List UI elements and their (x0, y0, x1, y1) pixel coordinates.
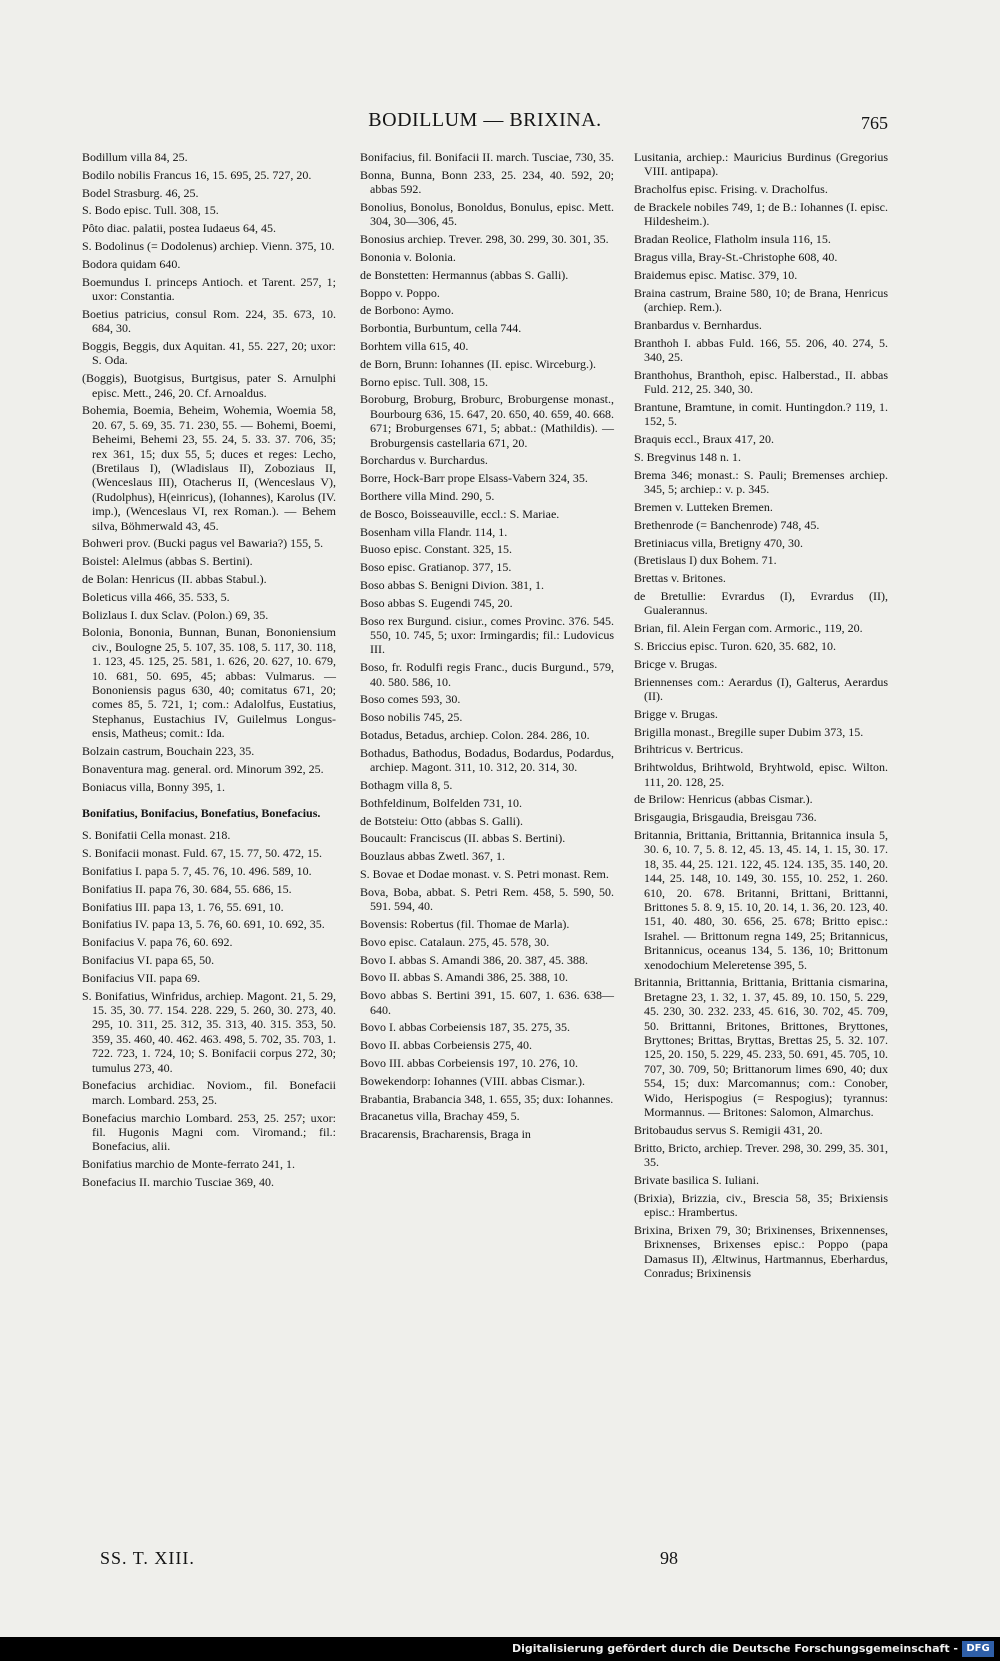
index-entry: Bohemia, Boemia, Beheim, Wohemia, Woemia 58, 20. 67, 5. 69, 35. 71. 230, 55. — Bohemi, Boemi, Beheimi, Behemi 23, 55. 24, 5. 33. 37. 706, 35; rex 361, 15; dux 55, 5; duces et reges: Lecho, (Bretilaus I), (Wladislaus II), Zoboziaus II, (Wenceslaus III), Otacherus II, (Wenceslaus V), (Rudolphus), H(einricus), (Iohannes), Karolus (IV. imp.), (Wenceslaus VI, rex Roman.). — Behem silva, Böhmerwald 43, 45. (82, 403, 336, 533)
index-entry: Bretiniacus villa, Bretigny 470, 30. (634, 535, 803, 550)
index-entry: Braina castrum, Braine 580, 10; de Brana, Henricus (archiep. Rem.). (634, 285, 888, 314)
index-entry: de Bonstetten: Hermannus (abbas S. Galli). (360, 267, 569, 282)
index-entry: Bonifatius III. papa 13, 1. 76, 55. 691, 10. (82, 899, 284, 914)
index-entry: Lusitania, archiep.: Mauricius Burdinus (Gregorius VIII. antipapa). (634, 150, 888, 179)
index-entry: Bova, Boba, abbat. S. Petri Rem. 458, 5. 590, 50. 591. 594, 40. (360, 884, 614, 914)
index-entry: Buoso episc. Constant. 325, 15. (360, 542, 512, 557)
running-head: BODILLUM — BRIXINA. (368, 109, 602, 131)
index-entry: Boso abbas S. Eugendi 745, 20. (360, 595, 513, 610)
index-entry: Braidemus episc. Matisc. 379, 10. (634, 267, 798, 282)
index-entry: Bodel Strasburg. 46, 25. (82, 185, 199, 200)
index-entry: Boso comes 593, 30. (360, 692, 461, 707)
index-entry: Briennenses com.: Aerardus (I), Galterus, Aerardus (II). (634, 674, 888, 703)
index-entry: Bonifatius, Bonifacius, Bonefatius, Bonefacius. (82, 806, 321, 821)
index-entry: Boso nobilis 745, 25. (360, 710, 463, 725)
index-entry: Boetius patricius, consul Rom. 224, 35. 673, 10. 684, 30. (82, 306, 336, 336)
index-entry: Bovo episc. Catalaun. 275, 45. 578, 30. (360, 934, 550, 949)
index-entry: S. Bodo episc. Tull. 308, 15. (82, 203, 219, 218)
index-entry: Boniacus villa, Bonny 395, 1. (82, 779, 225, 794)
index-entry: Brigge v. Brugas. (634, 706, 718, 721)
index-column-2 (360, 150, 614, 1145)
index-entry: Bolzain castrum, Bouchain 223, 35. (82, 744, 255, 759)
index-column-1 (82, 150, 336, 1193)
page-header (82, 109, 888, 139)
index-entry: Bovensis: Robertus (fil. Thomae de Marla). (360, 916, 570, 931)
index-entry: Branthoh I. abbas Fuld. 166, 55. 206, 40. 274, 5. 340, 25. (634, 335, 888, 364)
index-entry: Bodora quidam 640. (82, 256, 181, 271)
index-entry: Bracanetus villa, Brachay 459, 5. (360, 1109, 520, 1124)
index-entry: Bosenham villa Flandr. 114, 1. (360, 524, 508, 539)
index-entry: de Borbono: Aymo. (360, 303, 454, 318)
index-entry: Bonifatius II. papa 76, 30. 684, 55. 686, 15. (82, 881, 292, 896)
index-entry: Bonefacius archidiac. Noviom., fil. Bonefacii march. Lombard. 253, 25. (82, 1078, 336, 1107)
index-entry: Bonifacius, fil. Bonifacii II. march. Tusciae, 730, 35. (360, 150, 614, 164)
index-entry: Bohweri prov. (Bucki pagus vel Bawaria?) 155, 5. (82, 536, 324, 551)
index-entry: Brihtricus v. Bertricus. (634, 742, 744, 757)
index-entry: Boggis, Beggis, dux Aquitan. 41, 55. 227, 20; uxor: S. Oda. (82, 338, 336, 368)
index-entry: Boso abbas S. Benigni Divion. 381, 1. (360, 577, 545, 592)
index-entry: Bonifacius V. papa 76, 60. 692. (82, 935, 233, 950)
index-entry: Borbontia, Burbuntum, cella 744. (360, 321, 522, 336)
index-entry: S. Bonifatius, Winfridus, archiep. Magont. 21, 5. 29, 15. 35, 30. 77. 154. 228. 229, 5. 260, 30. 273, 40. 295, 10. 311, 25. 312, 35. 313, 40. 315. 353, 50. 359, 35. 460, 40. 462. 463. 498, 5. 702, 35. 703, 1. 722. 723, 1. 724, 10; S. Bonifacii corpus 272, 30; tumulus 273, 40. (82, 988, 336, 1075)
index-entry: Boistel: Alelmus (abbas S. Bertini). (82, 554, 253, 569)
index-entry: Bothadus, Bathodus, Bodadus, Bodardus, Podardus, archiep. Magont. 311, 10. 312, 20. 314, 30. (360, 745, 614, 775)
index-entry: Bonefacius marchio Lombard. 253, 25. 257; uxor: fil. Hugonis Magni com. Viromand.; fil.: Bonefacius, alii. (82, 1110, 336, 1154)
index-entry: Bricge v. Brugas. (634, 656, 718, 671)
index-entry: Borchardus v. Burchardus. (360, 453, 488, 468)
index-entry: S. Bregvinus 148 n. 1. (634, 450, 742, 464)
index-entry: Braquis eccl., Braux 417, 20. (634, 432, 774, 447)
index-entry: Bonifacius VII. papa 69. (82, 970, 201, 985)
index-entry: Bolizlaus I. dux Sclav. (Polon.) 69, 35. (82, 607, 269, 622)
index-entry: Bovo III. abbas Corbeiensis 197, 10. 276, 10. (360, 1055, 578, 1070)
index-entry: Branbardus v. Bernhardus. (634, 317, 762, 332)
index-entry: Bonifatius I. papa 5. 7, 45. 76, 10. 496. 589, 10. (82, 864, 312, 879)
dfg-logo: DFG (962, 1641, 994, 1657)
index-entry: Bracarensis, Bracharensis, Braga in (360, 1127, 531, 1142)
index-entry: Brigilla monast., Bregille super Dubim 373, 15. (634, 724, 864, 739)
index-entry: Britto, Bricto, archiep. Trever. 298, 30. 299, 35. 301, 35. (634, 1140, 888, 1170)
index-entry: Bonaventura mag. general. ord. Minorum 392, 25. (82, 761, 324, 776)
index-entry: Boppo v. Poppo. (360, 285, 440, 300)
index-entry: de Bosco, Boisseauville, eccl.: S. Mariae. (360, 506, 560, 521)
index-entry: Bracholfus episc. Frising. v. Dracholfus. (634, 182, 828, 197)
index-entry: Bonifatius IV. papa 13, 5. 76, 60. 691, 10. 692, 35. (82, 917, 325, 932)
index-entry: Bovo I. abbas S. Amandi 386, 20. 387, 45. 388. (360, 952, 588, 967)
index-entry: Brantune, Bramtune, in comit. Huntingdon.? 119, 1. 152, 5. (634, 400, 888, 429)
digitization-credit-bar (0, 1637, 1000, 1661)
index-entry: Bonosius archiep. Trever. 298, 30. 299, 30. 301, 35. (360, 232, 609, 247)
index-entry: Bolonia, Bononia, Bunnan, Bunan, Bononiensium civ., Boulogne 25, 5. 107, 35. 108, 5. 117, 30. 118, 1. 123, 45. 125, 25. 581, 1. 626, 20. 627, 10. 679, 10. 681, 50. 695, 45; abbas: Vulmarus. — Bononiensis pagus 630, 40; comitatus 671, 20; comes 85, 5. 721, 1; com.: Adalolfus, Eustatius, Stephanus, Eustachius IV, Guilelmus Longus-ensis, Matheus; comit.: Ida. (82, 625, 336, 741)
index-entry: Bonefacius II. marchio Tusciae 369, 40. (82, 1175, 274, 1190)
index-entry: Bothfeldinum, Bolfelden 731, 10. (360, 795, 522, 810)
page-number: 765 (861, 113, 888, 133)
sheet-number: 98 (660, 1548, 678, 1568)
signature-mark: SS. T. XIII. (100, 1548, 195, 1568)
index-entry: Boucault: Franciscus (II. abbas S. Bertini). (360, 831, 566, 846)
index-entry: Bonifacius VI. papa 65, 50. (82, 953, 215, 968)
index-entry: Borthere villa Mind. 290, 5. (360, 488, 495, 503)
index-entry: de Bretullie: Evrardus (I), Evrardus (II), Gualerannus. (634, 588, 888, 618)
credit-text: Digitalisierung gefördert durch die Deutsche Forschungsgemeinschaft - (511, 1642, 958, 1655)
index-entry: Pôto diac. palatii, postea Iudaeus 64, 45. (82, 221, 276, 236)
index-entry: Bragus villa, Bray-St.-Christophe 608, 40. (634, 250, 838, 264)
index-entry: Boso episc. Gratianop. 377, 15. (360, 560, 512, 575)
index-entry: Brian, fil. Alein Fergan com. Armoric., 119, 20. (634, 621, 863, 636)
index-entry: S. Bodolinus (= Dodolenus) archiep. Vienn. 375, 10. (82, 238, 335, 253)
index-entry: Borno episc. Tull. 308, 15. (360, 374, 489, 389)
index-entry: Britobaudus servus S. Remigii 431, 20. (634, 1122, 823, 1137)
index-entry: Bononia v. Bolonia. (360, 250, 456, 264)
index-entry: Brivate basilica S. Iuliani. (634, 1172, 759, 1187)
index-entry: Bonolius, Bonolus, Bonoldus, Bonulus, episc. Mett. 304, 30—306, 45. (360, 200, 614, 229)
index-entry: Brixina, Brixen 79, 30; Brixinenses, Brixennenses, Brixnenses, Brixenses episc.: Poppo (papa Damasus II), Æltwinus, Hartmannus, Eberhardus, Conradus; Brixinensis (634, 1222, 888, 1281)
index-entry: Bovo abbas S. Bertini 391, 15. 607, 1. 636. 638—640. (360, 988, 614, 1017)
index-entry: Brethenrode (= Banchenrode) 748, 45. (634, 517, 820, 532)
index-entry: S. Bonifatii Cella monast. 218. (82, 828, 231, 843)
index-entry: Botadus, Betadus, archiep. Colon. 284. 286, 10. (360, 727, 590, 742)
index-entry: Bonna, Bunna, Bonn 233, 25. 234, 40. 592, 20; abbas 592. (360, 167, 614, 197)
index-entry: Boroburg, Broburg, Broburc, Broburgense monast., Bourbourg 636, 15. 647, 20. 650, 40. 659, 40. 668. 671; Broburgenses 671, 5; abbat.: (Mathildis). — Broburgensis castellaria 671, 20. (360, 392, 614, 450)
index-entry: de Brackele nobiles 749, 1; de B.: Iohannes (I. episc. Hildesheim.). (634, 200, 888, 229)
index-entry: (Brixia), Brizzia, civ., Brescia 58, 35; Brixiensis episc.: Hrambertus. (634, 1190, 888, 1220)
index-entry: de Brilow: Henricus (abbas Cismar.). (634, 792, 813, 807)
index-entry: de Botsteiu: Otto (abbas S. Galli). (360, 813, 523, 828)
index-entry: Bremen v. Lutteken Bremen. (634, 500, 773, 514)
index-entry: Boso rex Burgund. cisiur., comes Provinc. 376. 545. 550, 10. 745, 5; uxor: Irmingardis; fil.: Ludovicus III. (360, 613, 614, 657)
index-entry: Bodilo nobilis Francus 16, 15. 695, 25. 727, 20. (82, 167, 312, 182)
index-entry: Bonifatius marchio de Monte-ferrato 241, 1. (82, 1157, 295, 1172)
index-entry: Brema 346; monast.: S. Pauli; Bremenses archiep. 345, 5; archiep.: v. p. 345. (634, 467, 888, 497)
index-entry: (Boggis), Buotgisus, Burtgisus, pater S. Arnulphi episc. Mett., 246, 20. Cf. Arnoaldus. (82, 371, 336, 400)
index-entry: Borre, Hock-Barr prope Elsass-Vabern 324, 35. (360, 471, 588, 486)
index-column-3 (634, 150, 888, 1284)
index-entry: de Bolan: Henricus (II. abbas Stabul.). (82, 572, 267, 587)
index-entry: (Bretislaus I) dux Bohem. 71. (634, 553, 777, 568)
index-entry: Britannia, Brittannia, Brittania, Brittania cismarina, Bretagne 23, 1. 32, 1. 37, 45. 89, 10. 150, 5. 229, 45. 230, 30. 232. 233, 45. 616, 30. 702, 45. 709, 50. Brittanni, Britones, Brittones, Bryttones, Bryttones; Brittas, Bryttas, Brettas 25, 5. 32. 107. 125, 20. 150, 5. 229, 45. 233, 50. 691, 45. 705, 10. 707, 30. 709, 50; Brittanorum limes 690, 40; dux 554, 15; dux: Marcomannus; com.: Conober, Wido, Herispogius (= Respogius); tyrannus: Mormannus. — Britones: Salomon, Almarchus. (634, 975, 888, 1120)
index-entry: Brabantia, Brabancia 348, 1. 655, 35; dux: Iohannes. (360, 1091, 614, 1106)
index-entry: Bradan Reolice, Flatholm insula 116, 15. (634, 232, 831, 247)
index-entry: Britannia, Brittania, Brittannia, Britannica insula 5, 30. 6, 10. 7, 5. 8. 12, 45. 13, 45. 14, 1. 15, 30. 17. 18, 35. 44, 25. 121. 122, 45. 124. 135, 35. 140, 20. 144, 25. 148, 10. 149, 30. 155, 10. 252, 1. 260. 610, 20. 678. Britanni, Brittani, Brittanni, Brittones 5. 8. 9, 15. 10, 20. 14, 1. 36, 20. 123, 40. 151, 40. 480, 30. 656, 25. 678; Britto episc.: Israhel. — Brittonum regna 149, 25; Britannicus, Britannicus, oceanus 134, 5. 136, 10; Brittonum xenodochium Meleretense 395, 5. (634, 827, 888, 972)
index-entry: Brisgaugia, Brisgaudia, Breisgau 736. (634, 810, 817, 825)
index-entry: Borhtem villa 615, 40. (360, 338, 469, 353)
index-entry: Boso, fr. Rodulfi regis Franc., ducis Burgund., 579, 40. 580. 586, 10. (360, 660, 614, 689)
index-entry: Branthohus, Branthoh, episc. Halberstad., II. abbas Fuld. 212, 25. 340, 30. (634, 367, 888, 397)
index-entry: S. Bonifacii monast. Fuld. 67, 15. 77, 50. 472, 15. (82, 846, 322, 861)
index-entry: Bowekendorp: Iohannes (VIII. abbas Cismar.). (360, 1073, 585, 1088)
index-entry: Bouzlaus abbas Zwetl. 367, 1. (360, 849, 505, 864)
index-entry: S. Briccius episc. Turon. 620, 35. 682, 10. (634, 638, 837, 653)
index-entry: Bovo II. abbas S. Amandi 386, 25. 388, 10. (360, 970, 568, 985)
index-entry: Bovo I. abbas Corbeiensis 187, 35. 275, 35. (360, 1020, 570, 1035)
index-entry: S. Bovae et Dodae monast. v. S. Petri monast. Rem. (360, 866, 609, 881)
index-entry: Bodillum villa 84, 25. (82, 150, 188, 164)
index-entry: Boleticus villa 466, 35. 533, 5. (82, 589, 230, 604)
index-entry: Bovo II. abbas Corbeiensis 275, 40. (360, 1038, 532, 1053)
index-entry: Brettas v. Britones. (634, 571, 726, 586)
index-entry: Brihtwoldus, Brihtwold, Bryhtwold, episc. Wilton. 111, 20. 128, 25. (634, 760, 888, 789)
index-entry: de Born, Brunn: Iohannes (II. episc. Wirceburg.). (360, 356, 597, 371)
index-entry: Bothagm villa 8, 5. (360, 777, 453, 792)
index-entry: Boemundus I. princeps Antioch. et Tarent. 257, 1; uxor: Constantia. (82, 274, 336, 303)
